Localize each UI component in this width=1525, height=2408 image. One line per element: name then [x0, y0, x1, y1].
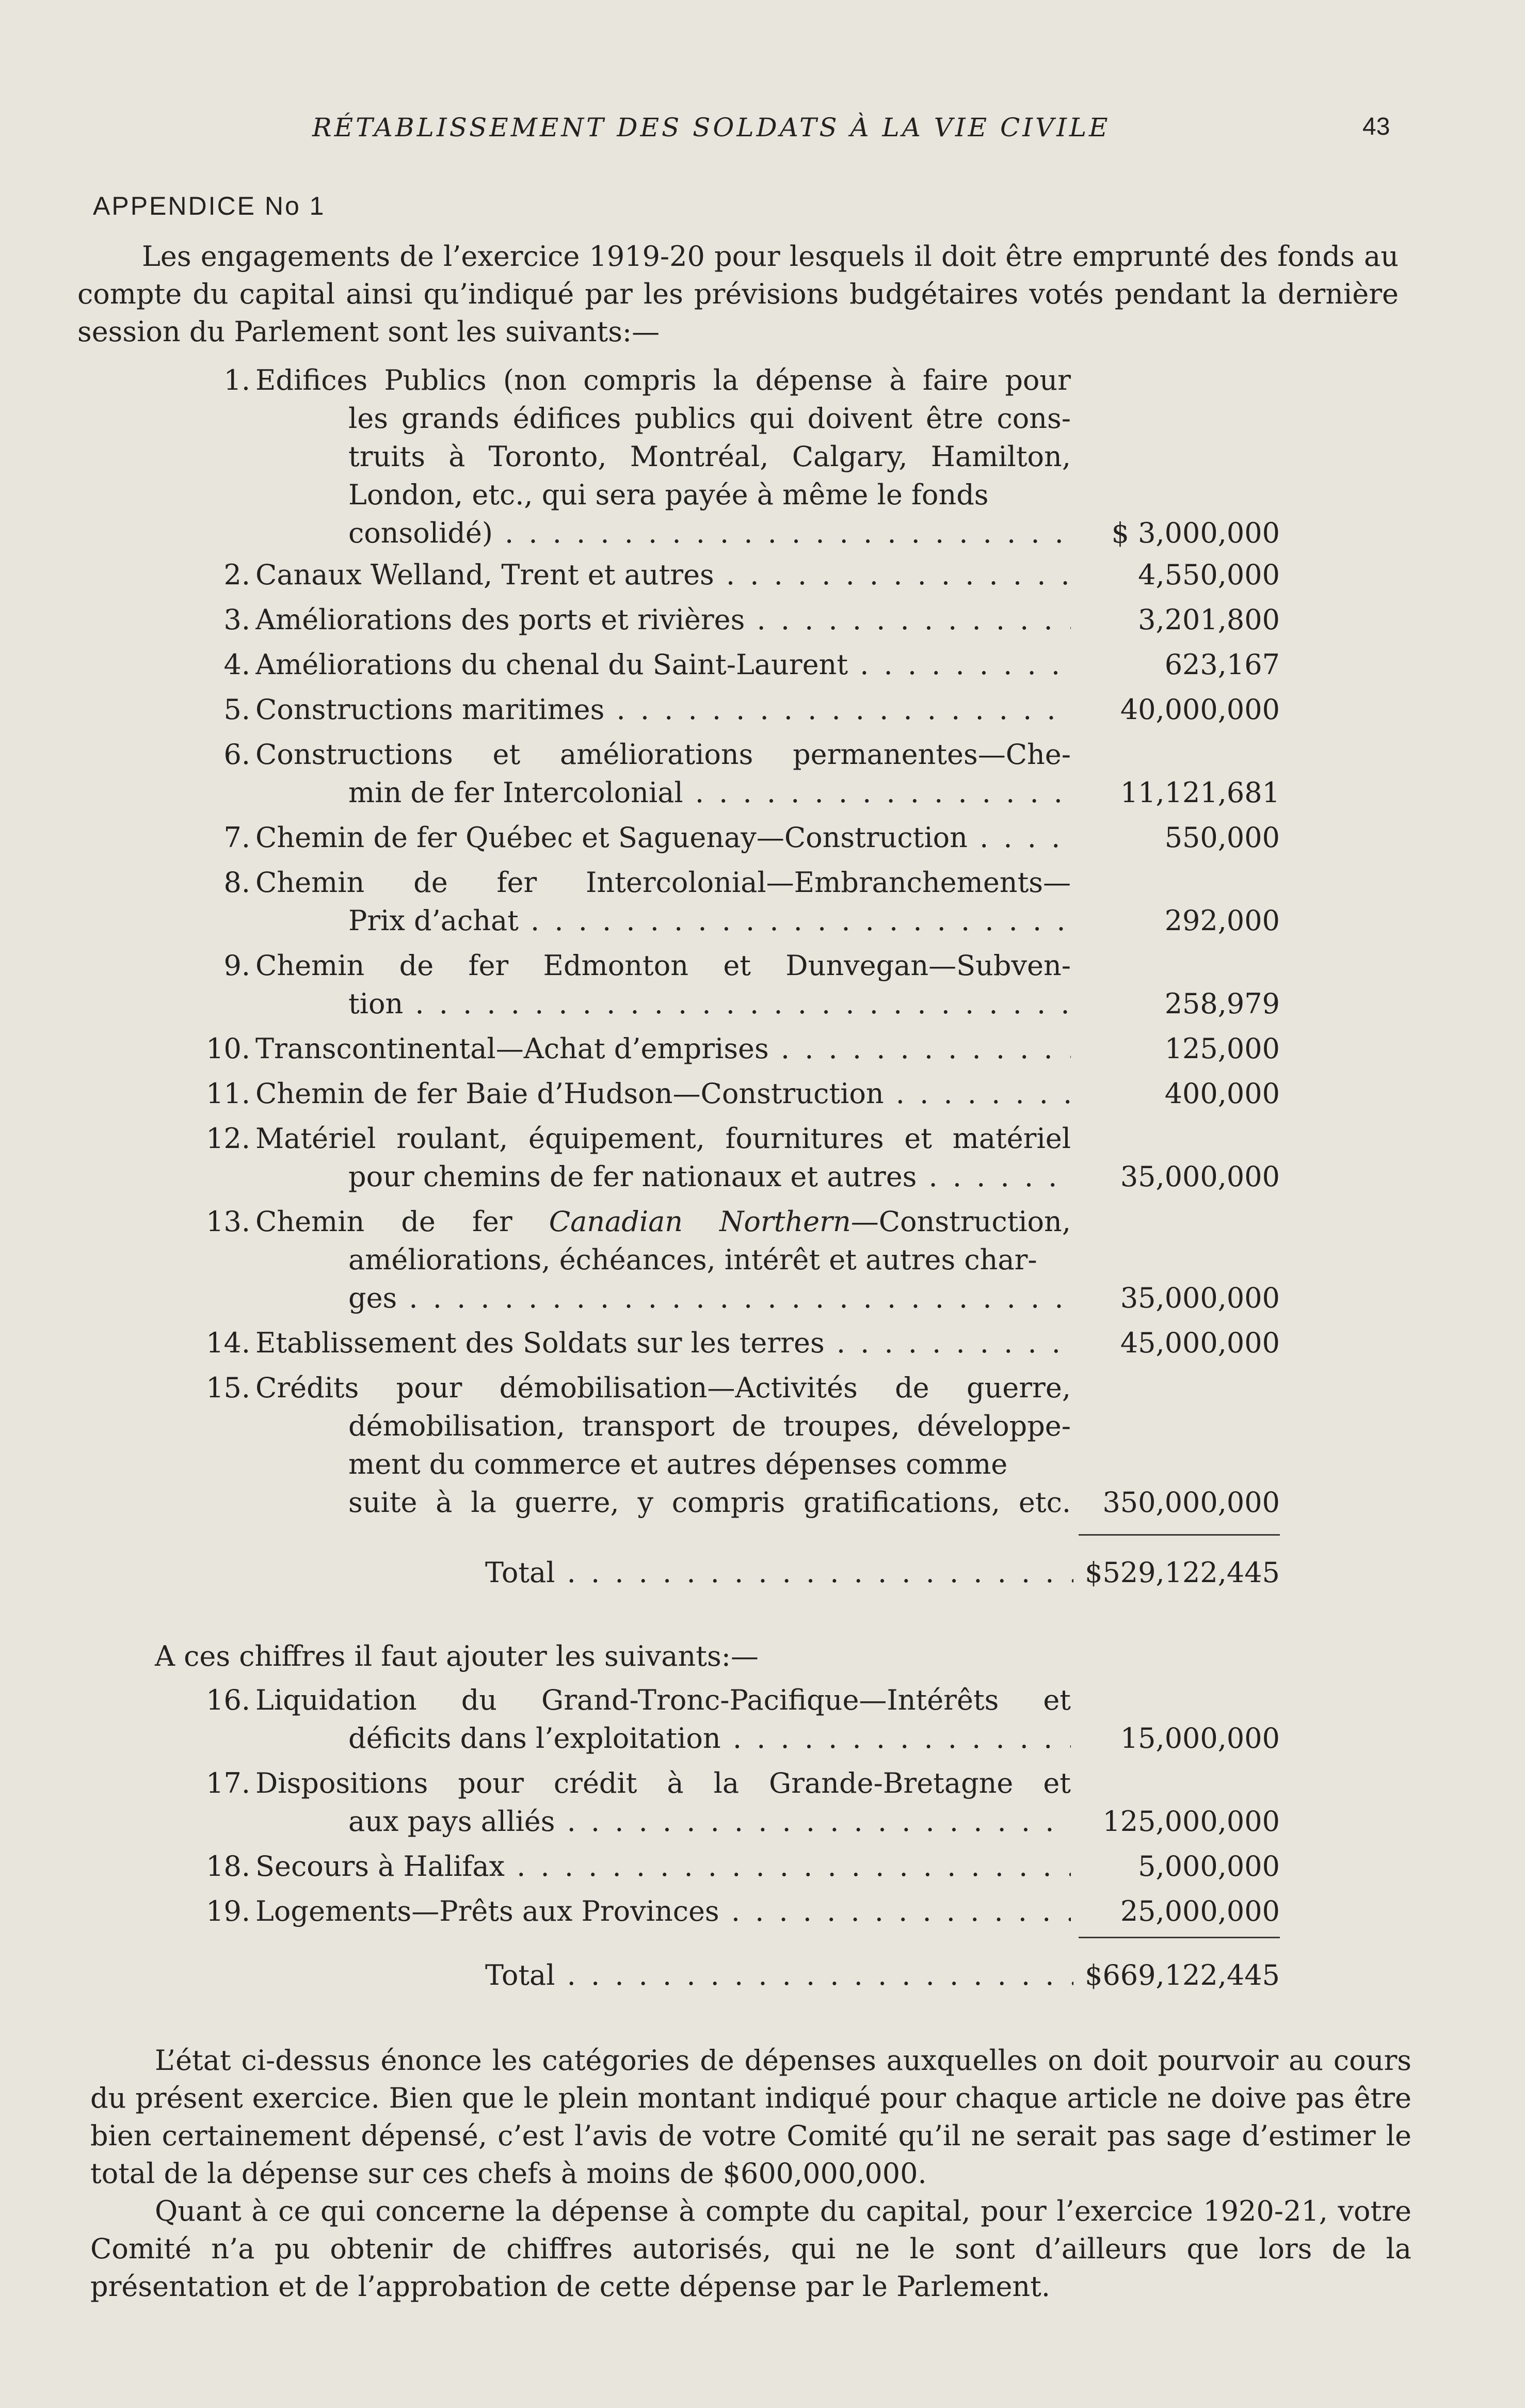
item-label-text: Secours à Halifax . . .	[255, 1847, 1071, 1886]
item-number: 2.	[223, 559, 250, 591]
item-label-text: Logements—Prêts aux Provinces . . .	[255, 1892, 1071, 1931]
item-label-text: Chemin de fer Baie d’Hudson—Construction . . .	[255, 1075, 1071, 1113]
item-label	[255, 1369, 1071, 1522]
item-number: 18.	[206, 1850, 250, 1883]
item-label	[255, 601, 1071, 639]
item-number: 5.	[223, 693, 250, 726]
total-amount: $529,122,445	[1085, 1556, 1280, 1589]
item-label-last: tion . . .	[255, 985, 1071, 1023]
item-number: 19.	[206, 1895, 250, 1927]
item-label	[255, 1847, 1071, 1886]
item-label-text: Transcontinental—Achat d’emprises . . .	[255, 1030, 1071, 1068]
list-item	[196, 1324, 1280, 1362]
item-number: 16.	[206, 1684, 250, 1716]
item-label-text: —Construction,	[850, 1205, 1071, 1238]
item-label-text: Constructions maritimes . . .	[255, 691, 1071, 729]
item-label-last: aux pays alliés . . .	[255, 1803, 1071, 1841]
item-label-first	[255, 1205, 1071, 1238]
total-row	[485, 1956, 1280, 1995]
item-label-cont: améliorations, échéances, intérêt et autres char-	[348, 1243, 1037, 1276]
item-number: 12.	[206, 1122, 250, 1155]
item-amount: 400,000	[1164, 1077, 1280, 1110]
appendix-label: APPENDICE No 1	[93, 192, 326, 220]
item-label-text: Etablissement des Soldats sur les terres . . .	[255, 1324, 1071, 1362]
item-label	[255, 1075, 1071, 1113]
item-label	[255, 1120, 1071, 1196]
item-label	[255, 1681, 1071, 1758]
item-label-first: Chemin de fer Intercolonial—Embranchements—	[255, 866, 1071, 899]
item-label-cont: démobilisation, transport de troupes, développe- ment du commerce et autres dépenses comme	[348, 1410, 1071, 1480]
item-number: 15.	[206, 1372, 250, 1404]
item-number: 14.	[206, 1327, 250, 1359]
list-item	[196, 691, 1280, 729]
item-label-first: Edifices Publics (non compris la dépense à faire pour	[255, 364, 1071, 396]
running-head	[0, 113, 1525, 149]
item-number: 6.	[223, 738, 250, 771]
item-label-first: Liquidation du Grand-Tronc-Pacifique—Intérêts et	[255, 1684, 1071, 1716]
item-number: 3.	[223, 603, 250, 636]
item-amount: 350,000,000	[1102, 1486, 1280, 1519]
total-row	[485, 1554, 1280, 1592]
list-item	[196, 556, 1280, 594]
item-label	[255, 864, 1071, 940]
item-label	[255, 1030, 1071, 1068]
list-item	[196, 646, 1280, 684]
list-item	[196, 1120, 1280, 1196]
item-amount: 40,000,000	[1120, 693, 1280, 726]
total-amount: $669,122,445	[1085, 1959, 1280, 1991]
item-label	[255, 1764, 1071, 1841]
item-amount: 35,000,000	[1120, 1160, 1280, 1193]
item-number: 7.	[223, 821, 250, 854]
item-number: 4.	[223, 648, 250, 681]
item-number: 8.	[223, 866, 250, 899]
item-amount: 292,000	[1164, 904, 1280, 937]
item-label-text: Améliorations des ports et rivières . . .	[255, 601, 1071, 639]
item-label-last: Prix d’achat . . .	[255, 902, 1071, 940]
item-label-first: Crédits pour démobilisation—Activités de guerre,	[255, 1372, 1071, 1404]
list-item	[196, 601, 1280, 639]
item-number: 13.	[206, 1205, 250, 1238]
item-amount: 11,121,681	[1120, 776, 1280, 809]
intro-paragraph: Les engagements de l’exercice 1919-20 pour lesquels il doit être emprunté des fonds au compte du capital ainsi qu’indiqué par les prévisions budgétaires votés pendant la dernière session du Parlement sont les suivants:—	[77, 240, 1399, 348]
running-title: RÉTABLISSEMENT DES SOLDATS À LA VIE CIVILE	[312, 113, 1111, 142]
item-label	[255, 556, 1071, 594]
item-amount: 5,000,000	[1138, 1850, 1280, 1883]
item-amount: 45,000,000	[1120, 1327, 1280, 1359]
total-label: Total . . .	[485, 1956, 1073, 1995]
list-item	[196, 1030, 1280, 1068]
item-number: 1.	[223, 364, 250, 396]
list-item	[196, 819, 1280, 857]
item-label	[255, 1324, 1071, 1362]
item-amount: $ 3,000,000	[1111, 517, 1280, 549]
item-number: 9.	[223, 949, 250, 982]
item-label-last: pour chemins de fer nationaux et autres . . .	[255, 1158, 1071, 1196]
list-item	[196, 864, 1280, 940]
item-amount: 15,000,000	[1120, 1722, 1280, 1755]
item-number: 10.	[206, 1032, 250, 1065]
item-label-text: Chemin de fer	[255, 1205, 549, 1238]
item-label-first: Matériel roulant, équipement, fournitures et matériel	[255, 1122, 1071, 1155]
item-amount: 25,000,000	[1120, 1895, 1280, 1927]
list-item	[196, 1847, 1280, 1886]
item-number: 17.	[206, 1767, 250, 1799]
item-label	[255, 1203, 1071, 1317]
item-amount: 3,201,800	[1138, 603, 1280, 636]
item-amount: 125,000	[1164, 1032, 1280, 1065]
additional-intro: A ces chiffres il faut ajouter les suivants:—	[155, 1640, 759, 1672]
item-amount: 4,550,000	[1138, 559, 1280, 591]
list-item	[196, 947, 1280, 1023]
item-label-first: Dispositions pour crédit à la Grande-Bretagne et	[255, 1767, 1071, 1799]
item-amount: 35,000,000	[1120, 1282, 1280, 1314]
item-label-text: Améliorations du chenal du Saint-Laurent . . .	[255, 646, 1071, 684]
list-item	[196, 1075, 1280, 1113]
list-item	[196, 1892, 1280, 1931]
item-label-last: consolidé) . . .	[255, 514, 1071, 552]
item-label	[255, 947, 1071, 1023]
item-label-first: Chemin de fer Edmonton et Dunvegan—Subven-	[255, 949, 1071, 982]
list-item	[196, 1681, 1280, 1758]
item-label-first: Constructions et améliorations permanentes—Che-	[255, 738, 1071, 771]
sum-rule	[1079, 1937, 1280, 1938]
item-label-last: déficits dans l’exploitation . . .	[255, 1719, 1071, 1758]
item-amount: 258,979	[1164, 987, 1280, 1020]
list-item	[196, 1764, 1280, 1841]
closing-paragraph: Quant à ce qui concerne la dépense à compte du capital, pour l’exercice 1920-21, votre Comité n’a pu obtenir de chiffres autorisés, qui ne le sont d’ailleurs que lors de la présentation et de l’approbation de cette dépense par le Parlement.	[90, 2195, 1411, 2303]
item-label-text: Chemin de fer Québec et Saguenay—Construction . . .	[255, 819, 1071, 857]
item-label	[255, 361, 1071, 552]
item-label	[255, 736, 1071, 812]
list-item	[196, 1369, 1280, 1522]
item-number: 11.	[206, 1077, 250, 1110]
item-label-text: Canaux Welland, Trent et autres . . .	[255, 556, 1071, 594]
item-label-last: suite à la guerre, y compris gratifications, etc.	[348, 1486, 1071, 1519]
item-label-last: ges . . .	[255, 1279, 1071, 1317]
closing-paragraph: L’état ci-dessus énonce les catégories de dépenses auxquelles on doit pourvoir au cours du présent exercice. Bien que le plein montant indiqué pour chaque article ne doive pas être bien certainement dépensé, c’est l’avis de votre Comité qu’il ne serait pas sage d’estimer le total de la dépense sur ces chefs à moins de $600,000,000.	[90, 2044, 1411, 2190]
item-label	[255, 691, 1071, 729]
item-label-cont: les grands édifices publics qui doivent être cons- truits à Toronto, Montréal, Calgary, Hamilton, London, etc., qui sera payée à même le fonds	[348, 402, 1071, 511]
item-label	[255, 819, 1071, 857]
item-label	[255, 1892, 1071, 1931]
list-item	[196, 361, 1280, 552]
item-amount: 623,167	[1164, 648, 1280, 681]
list-item	[196, 1203, 1280, 1317]
italic-railway-name: Canadian Northern	[549, 1205, 851, 1238]
page-number: 43	[1362, 113, 1390, 140]
item-label	[255, 646, 1071, 684]
item-amount: 125,000,000	[1102, 1805, 1280, 1838]
item-amount: 550,000	[1164, 821, 1280, 854]
item-label-last: min de fer Intercolonial . . .	[255, 774, 1071, 812]
sum-rule	[1079, 1534, 1280, 1536]
list-item	[196, 736, 1280, 812]
total-label: Total . . .	[485, 1554, 1073, 1592]
